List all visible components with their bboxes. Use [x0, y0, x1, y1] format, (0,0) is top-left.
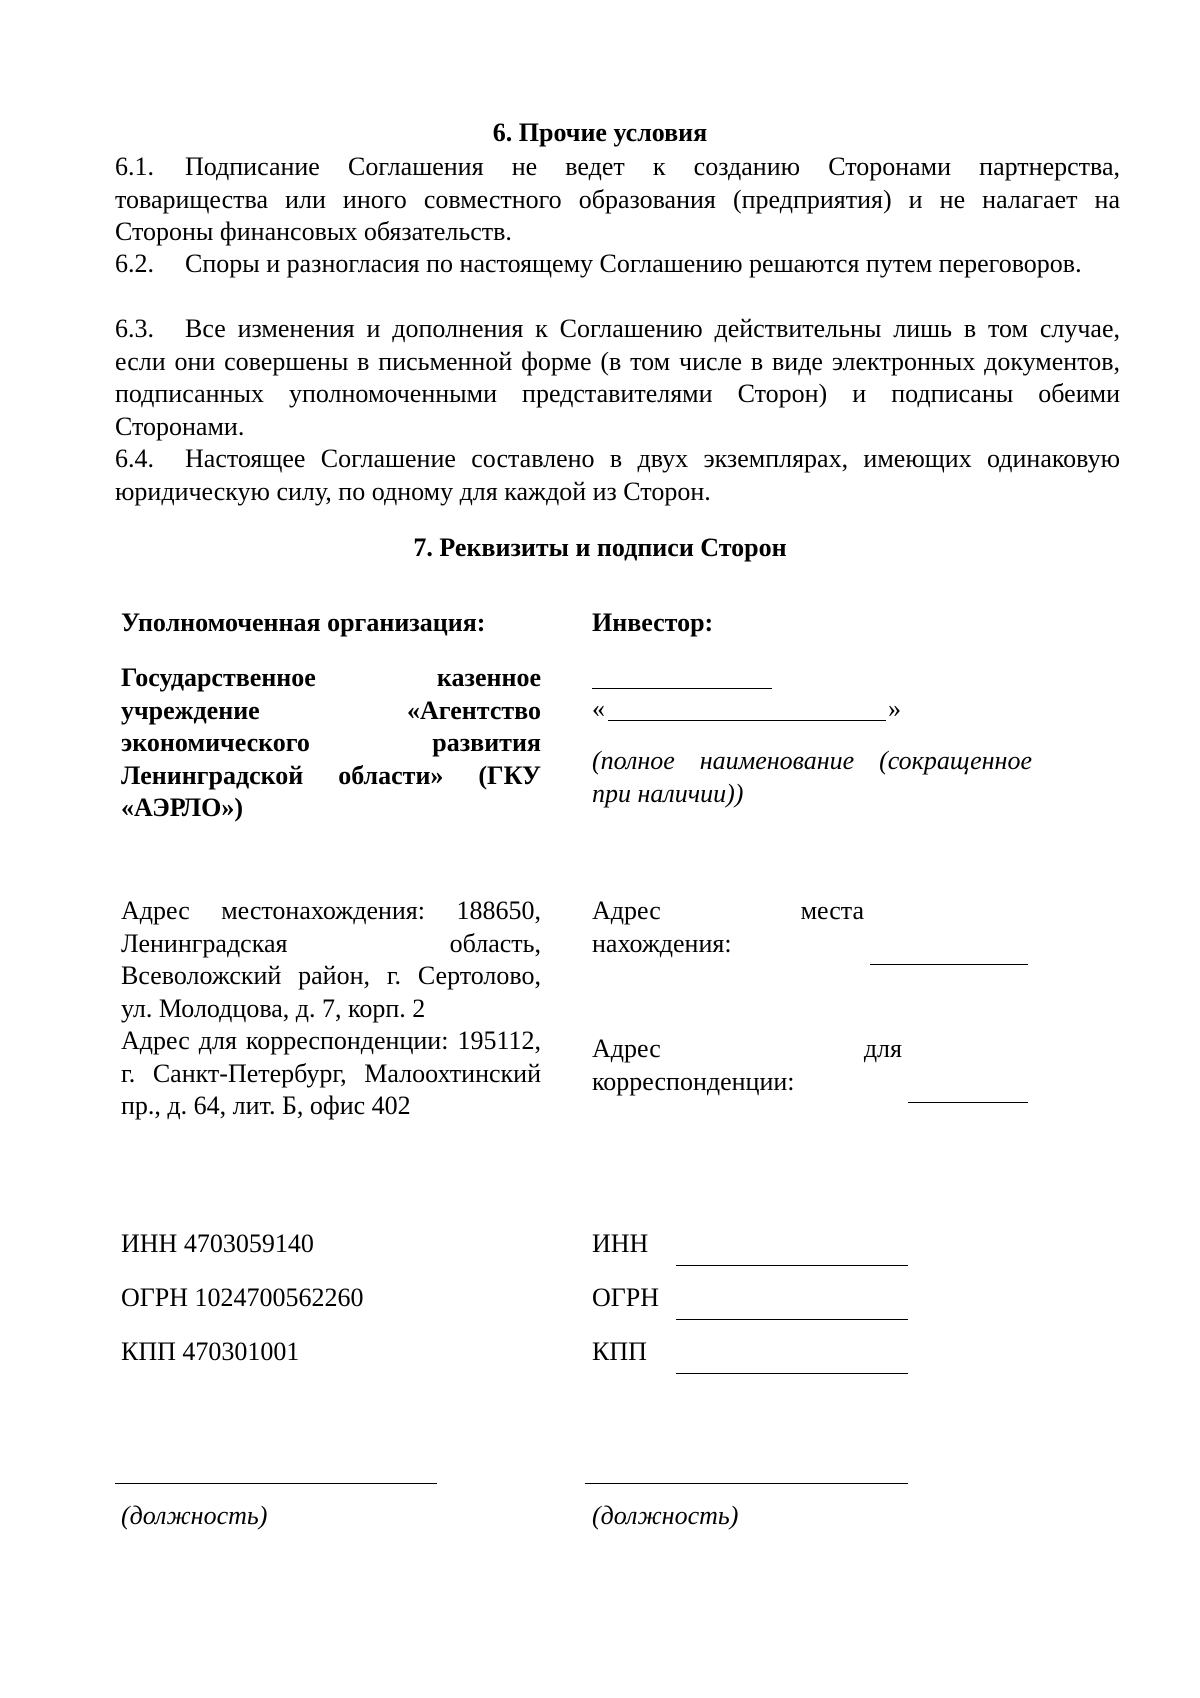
- left-kpp: КПП 470301001: [121, 1337, 300, 1366]
- right-inn-label: ИНН: [592, 1229, 649, 1258]
- clause-number: 6.1.: [115, 152, 154, 181]
- right-corr-label: [592, 1033, 902, 1098]
- clause-6-4: [115, 443, 1120, 508]
- left-signature-caption: (должность): [121, 1501, 268, 1530]
- right-address-blank-line: [870, 964, 1028, 965]
- right-inn-blank-line: [676, 1265, 908, 1266]
- clause-text: Все изменения и дополнения к Соглашению действительны лишь в том случае, если они совершены в письменной форме (в том числе в виде электронных документов, подписанных уполномоченными представителями Сторон) и подписаны обеими Сторонами.: [115, 314, 1120, 441]
- section-6-title: 6. Прочие условия: [492, 118, 708, 147]
- clause-number: 6.2.: [115, 249, 154, 278]
- section-7-title: 7. Реквизиты и подписи Сторон: [413, 533, 787, 562]
- right-signature-line: [585, 1483, 908, 1484]
- right-address-label-text: Адрес места нахождения:: [592, 896, 864, 958]
- investor-name-hint: (полное наименование (сокращенное при наличии)): [592, 746, 1032, 808]
- right-signature-caption: (должность): [592, 1501, 739, 1530]
- investor-name-blank-line-1: [592, 688, 772, 689]
- clause-6-2: [115, 248, 1120, 281]
- right-address-label: [592, 895, 864, 960]
- clause-number: 6.4.: [115, 444, 154, 473]
- left-signature-line: [115, 1483, 437, 1484]
- clause-text: Подписание Соглашения не ведет к созданию Сторонами партнерства, товарищества или иного совместного образования (предприятия) и не налагает на Стороны финансовых обязательств.: [115, 152, 1120, 246]
- investor-name-blank-line-2: [608, 720, 886, 721]
- right-kpp-label: КПП: [592, 1337, 647, 1366]
- clause-text: Настоящее Соглашение составлено в двух экземплярах, имеющих одинаковую юридическую силу, по одному для каждой из Сторон.: [115, 444, 1120, 506]
- left-ogrn: ОГРН 1024700562260: [121, 1283, 364, 1312]
- clause-number: 6.3.: [115, 314, 154, 343]
- left-corr-address: Адрес для корреспонденции: 195112, г. Санкт-Петербург, Малоохтинский пр., д. 64, лит. Б, офис 402: [121, 1026, 541, 1120]
- right-ogrn-label: ОГРН: [592, 1283, 660, 1312]
- right-corr-blank-line: [908, 1102, 1028, 1103]
- left-header: Уполномоченная организация:: [121, 608, 486, 637]
- clause-text: Споры и разногласия по настоящему Соглашению решаются путем переговоров.: [185, 249, 1082, 278]
- quote-open: «: [592, 694, 605, 723]
- left-address: Адрес местонахождения: 188650, Ленинградская область, Всеволожский район, г. Сертолово, ул. Молодцова, д. 7, корп. 2: [121, 896, 541, 1023]
- clause-6-3: [115, 313, 1120, 443]
- quote-close: »: [888, 694, 901, 723]
- clause-6-1: [115, 151, 1120, 249]
- left-inn: ИНН 4703059140: [121, 1229, 314, 1258]
- right-ogrn-blank-line: [676, 1319, 908, 1320]
- right-header: Инвестор:: [592, 608, 714, 637]
- right-kpp-blank-line: [676, 1373, 908, 1374]
- left-org-name: Государственное казенное учреждение «Агентство экономического развития Ленинградской области» (ГКУ «АЭРЛО»): [121, 663, 541, 822]
- right-corr-label-text: Адрес для корреспонденции:: [592, 1034, 902, 1096]
